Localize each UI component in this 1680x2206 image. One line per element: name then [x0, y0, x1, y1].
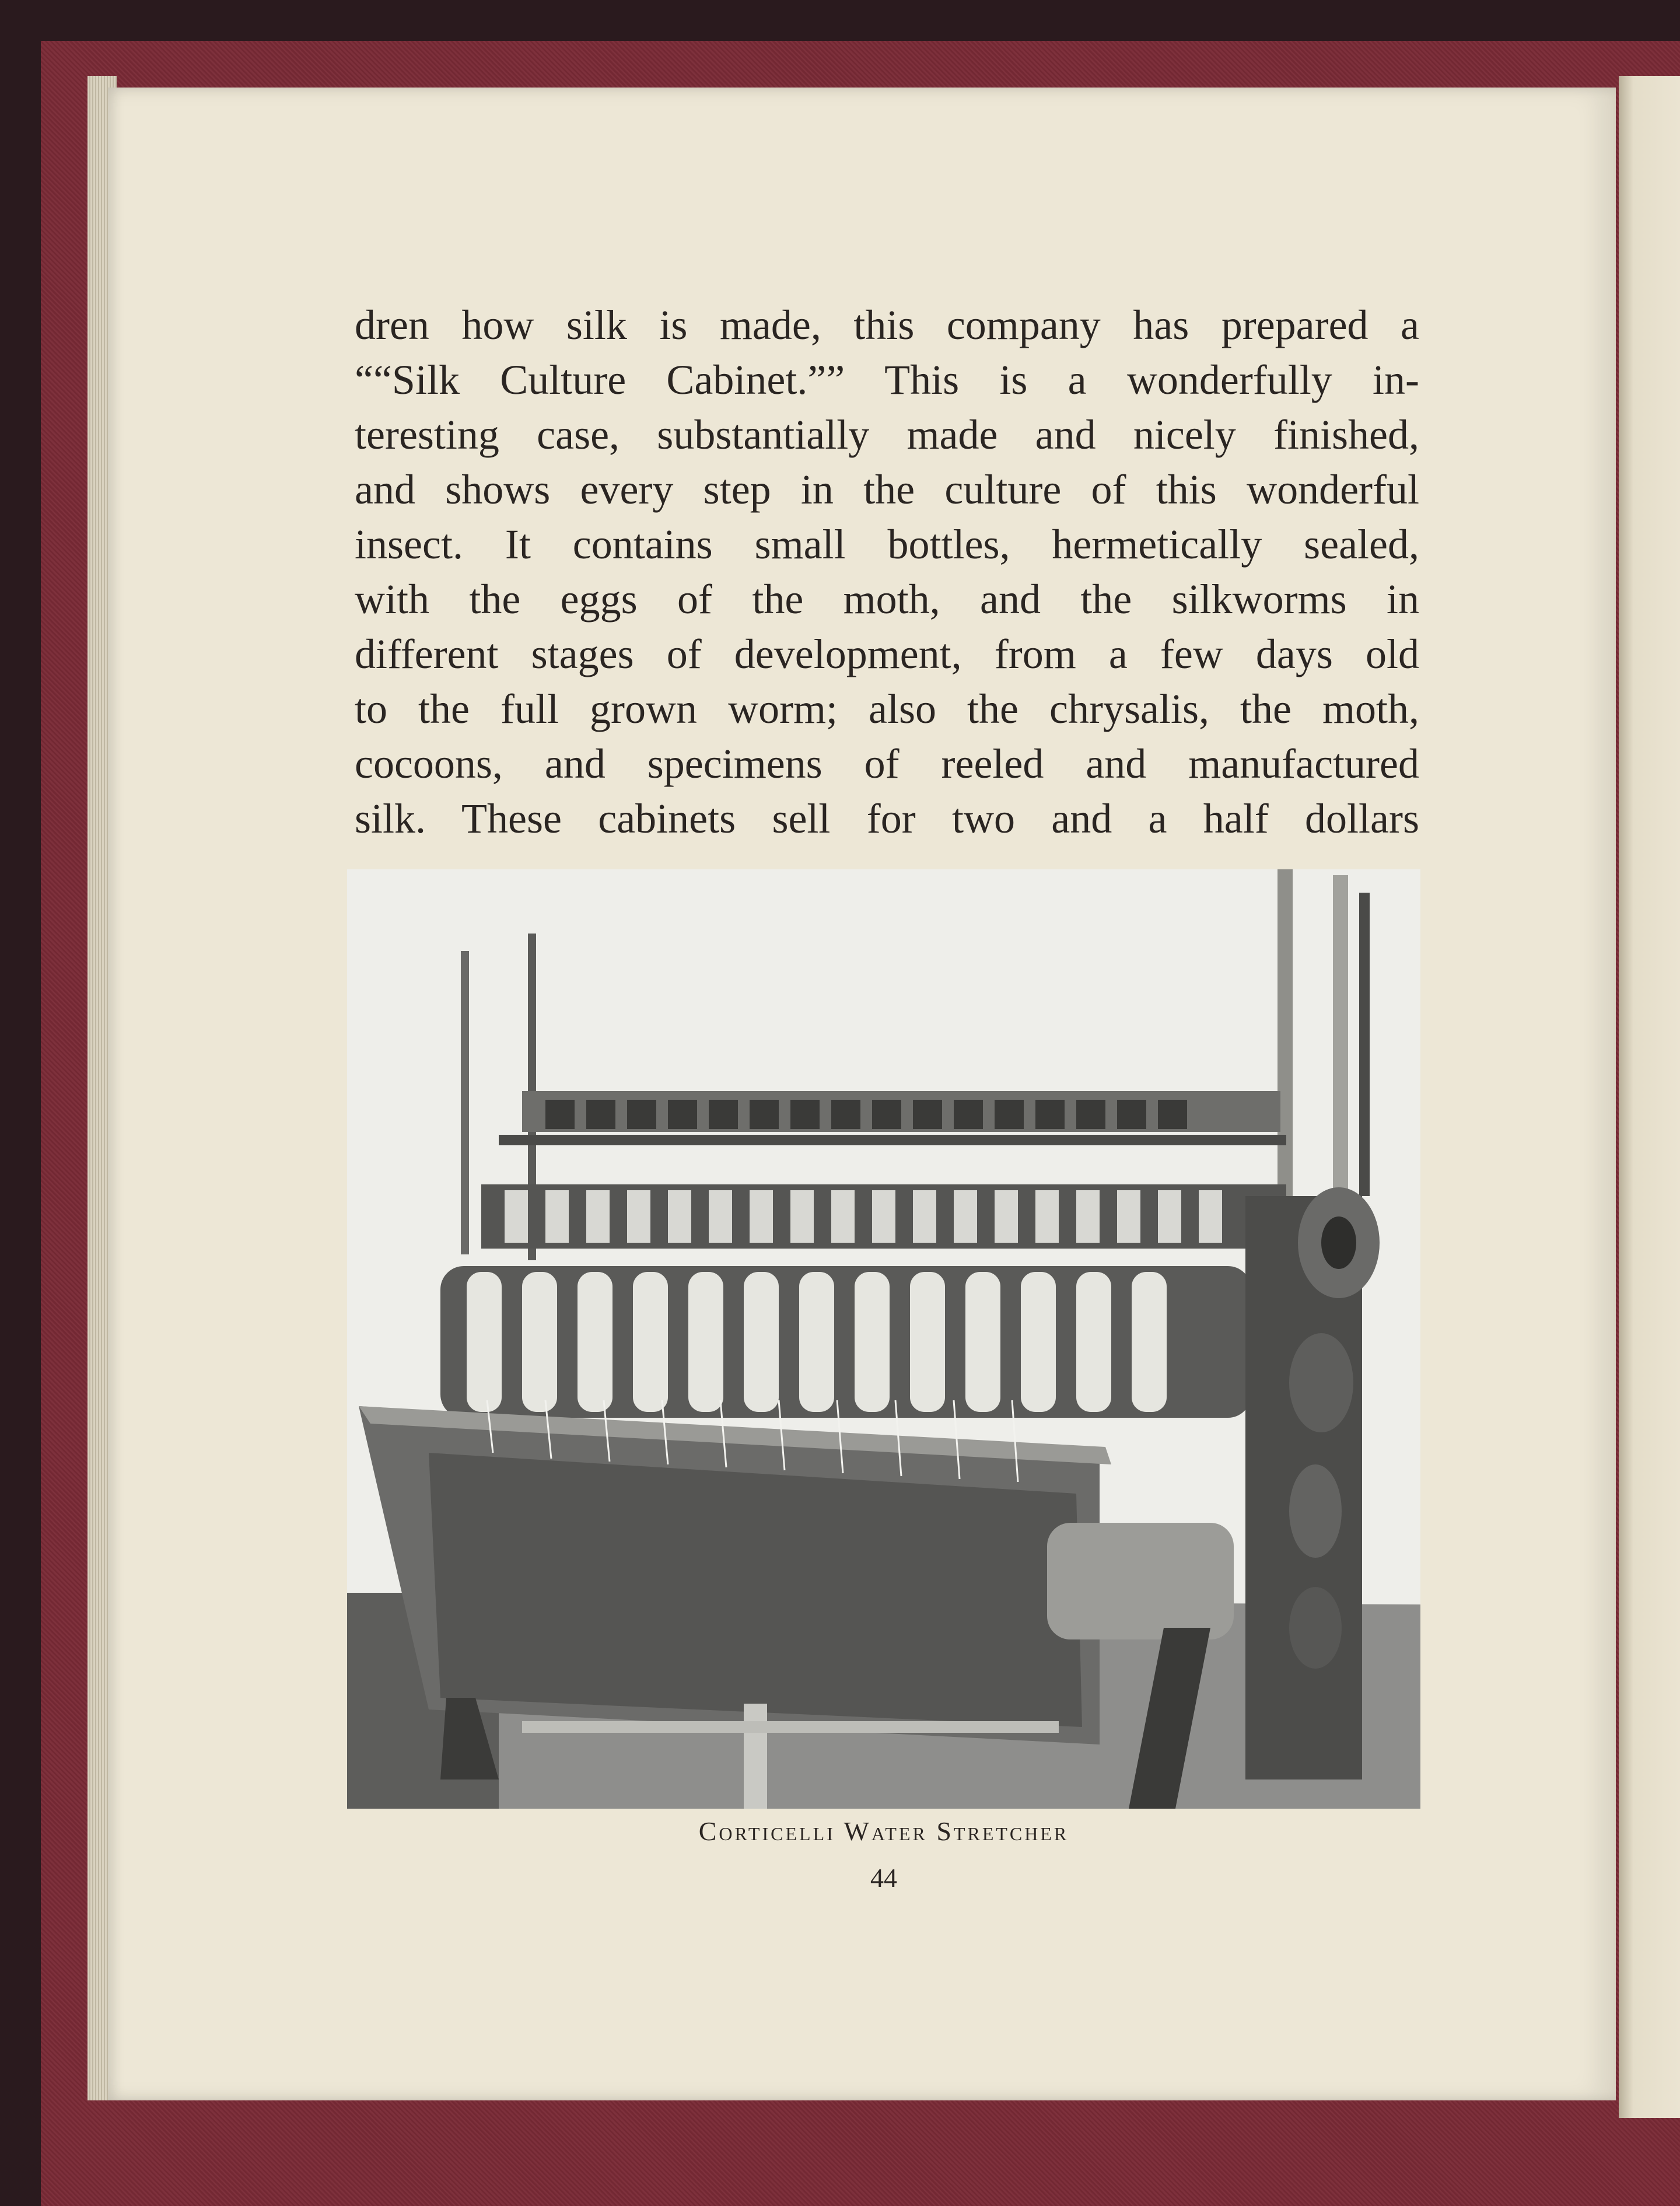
body-text	[355, 298, 1419, 846]
text-line: silk. These cabinets sell for two and a half dollars	[355, 795, 1419, 842]
text-line: dren how silk is made, this company has prepared a	[355, 302, 1419, 348]
facing-page-edge	[1619, 76, 1680, 2118]
text-line: teresting case, substantially made and nicely finished,	[355, 411, 1419, 458]
text-line: different stages of development, from a few days old	[355, 631, 1419, 677]
text-line: insect. It contains small bottles, hermetically sealed,	[355, 521, 1419, 568]
text-line: ““Silk Culture Cabinet.”” This is a wonderfully in-	[355, 356, 1419, 403]
text-line: with the eggs of the moth, and the silkworms in	[355, 576, 1419, 623]
text-line: and shows every step in the culture of this wonderful	[355, 466, 1419, 513]
water-stretcher-illustration	[347, 869, 1420, 1809]
text-line: cocoons, and specimens of reeled and manufactured	[355, 740, 1419, 787]
figure-caption: Corticelli Water Stretcher	[698, 1816, 1069, 1846]
text-line: to the full grown worm; also the chrysalis, the moth,	[355, 686, 1419, 732]
machine-photograph	[347, 869, 1420, 1809]
page-number: 44	[870, 1863, 897, 1893]
